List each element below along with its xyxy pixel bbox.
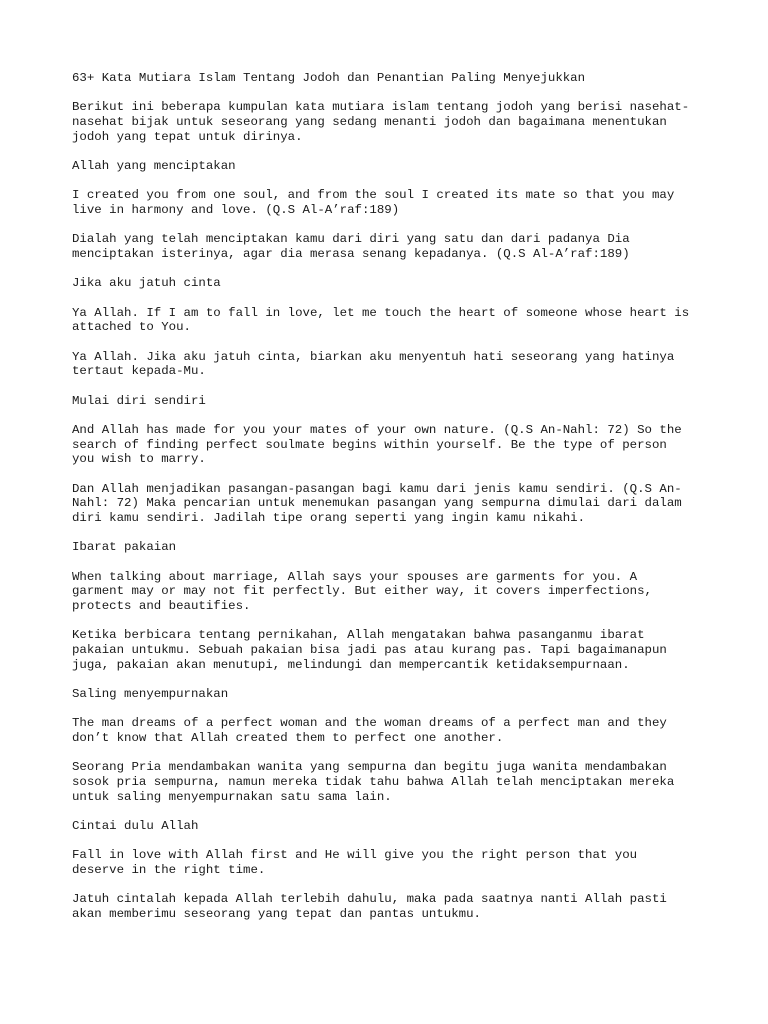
section-indonesian-paragraph: Ketika berbicara tentang pernikahan, Allah mengatakan bahwa pasanganmu ibarat pakaian untukmu. Sebuah pakaian bisa jadi pas atau kurang pas. Tapi bagaimanapun juga, pakaian akan menutupi, melindungi dan mempercantik ketidaksempurnaan. — [72, 628, 667, 672]
document-body — [72, 71, 712, 936]
section-english-paragraph: And Allah has made for you your mates of your own nature. (Q.S An-Nahl: 72) So the search of finding perfect soulmate begins within yourself. Be the type of person you wish to marry. — [72, 422, 682, 467]
section-english-paragraph: When talking about marriage, Allah says your spouses are garments for you. A garment may or may not fit perfectly. But either way, it covers imperfections, protects and beautifies. — [72, 569, 652, 613]
document-title: 63+ Kata Mutiara Islam Tentang Jodoh dan Penantian Paling Menyejukkan — [72, 71, 586, 85]
section-indonesian-paragraph: Dialah yang telah menciptakan kamu dari diri yang satu dan dari padanya Dia menciptakan isterinya, agar dia merasa senang kepadanya. (Q.S Al-A’raf:189) — [72, 232, 630, 261]
section-heading: Cintai dulu Allah — [72, 819, 199, 833]
section-indonesian-paragraph: Dan Allah menjadikan pasangan-pasangan bagi kamu dari jenis kamu sendiri. (Q.S An- Nahl: 72) Maka pencarian untuk menemukan pasangan yang sempurna dimulai dari dalam diri kamu sendiri. Jadilah tipe orang seperti yang ingin kamu nikahi. — [72, 481, 682, 525]
section-english-paragraph: Ya Allah. If I am to fall in love, let me touch the heart of someone whose heart is attached to You. — [72, 305, 690, 335]
section-indonesian-paragraph: Seorang Pria mendambakan wanita yang sempurna dan begitu juga wanita mendambakan sosok pria sempurna, namun mereka tidak tahu bahwa Allah telah menciptakan mereka untuk saling menyempurnakan satu sama lain. — [72, 760, 675, 804]
section-english-paragraph: I created you from one soul, and from the soul I created its mate so that you may live in harmony and love. (Q.S Al-A’raf:189) — [72, 188, 675, 217]
intro-paragraph: Berikut ini beberapa kumpulan kata mutiara islam tentang jodoh yang berisi nasehat- nasehat bijak untuk seseorang yang sedang menanti jodoh dan bagaimana menentukan jodoh yang tepat untuk dirinya. — [72, 100, 690, 144]
section-heading: Saling menyempurnakan — [72, 687, 229, 701]
section-english-paragraph: Fall in love with Allah first and He will give you the right person that you deserve in the right time. — [72, 848, 638, 877]
section-heading: Ibarat pakaian — [72, 540, 177, 555]
section-heading: Jika aku jatuh cinta — [72, 276, 221, 291]
section-indonesian-paragraph: Ya Allah. Jika aku jatuh cinta, biarkan aku menyentuh hati seseorang yang hatinya tertaut kepada-Mu. — [72, 349, 675, 379]
section-heading: Mulai diri sendiri — [72, 393, 206, 408]
section-english-paragraph: The man dreams of a perfect woman and the woman dreams of a perfect man and they don’t know that Allah created them to perfect one another. — [72, 716, 667, 745]
section-indonesian-paragraph: Jatuh cintalah kepada Allah terlebih dahulu, maka pada saatnya nanti Allah pasti akan memberimu seseorang yang tepat dan pantas untukmu. — [72, 892, 667, 921]
section-heading: Allah yang menciptakan — [72, 159, 236, 173]
